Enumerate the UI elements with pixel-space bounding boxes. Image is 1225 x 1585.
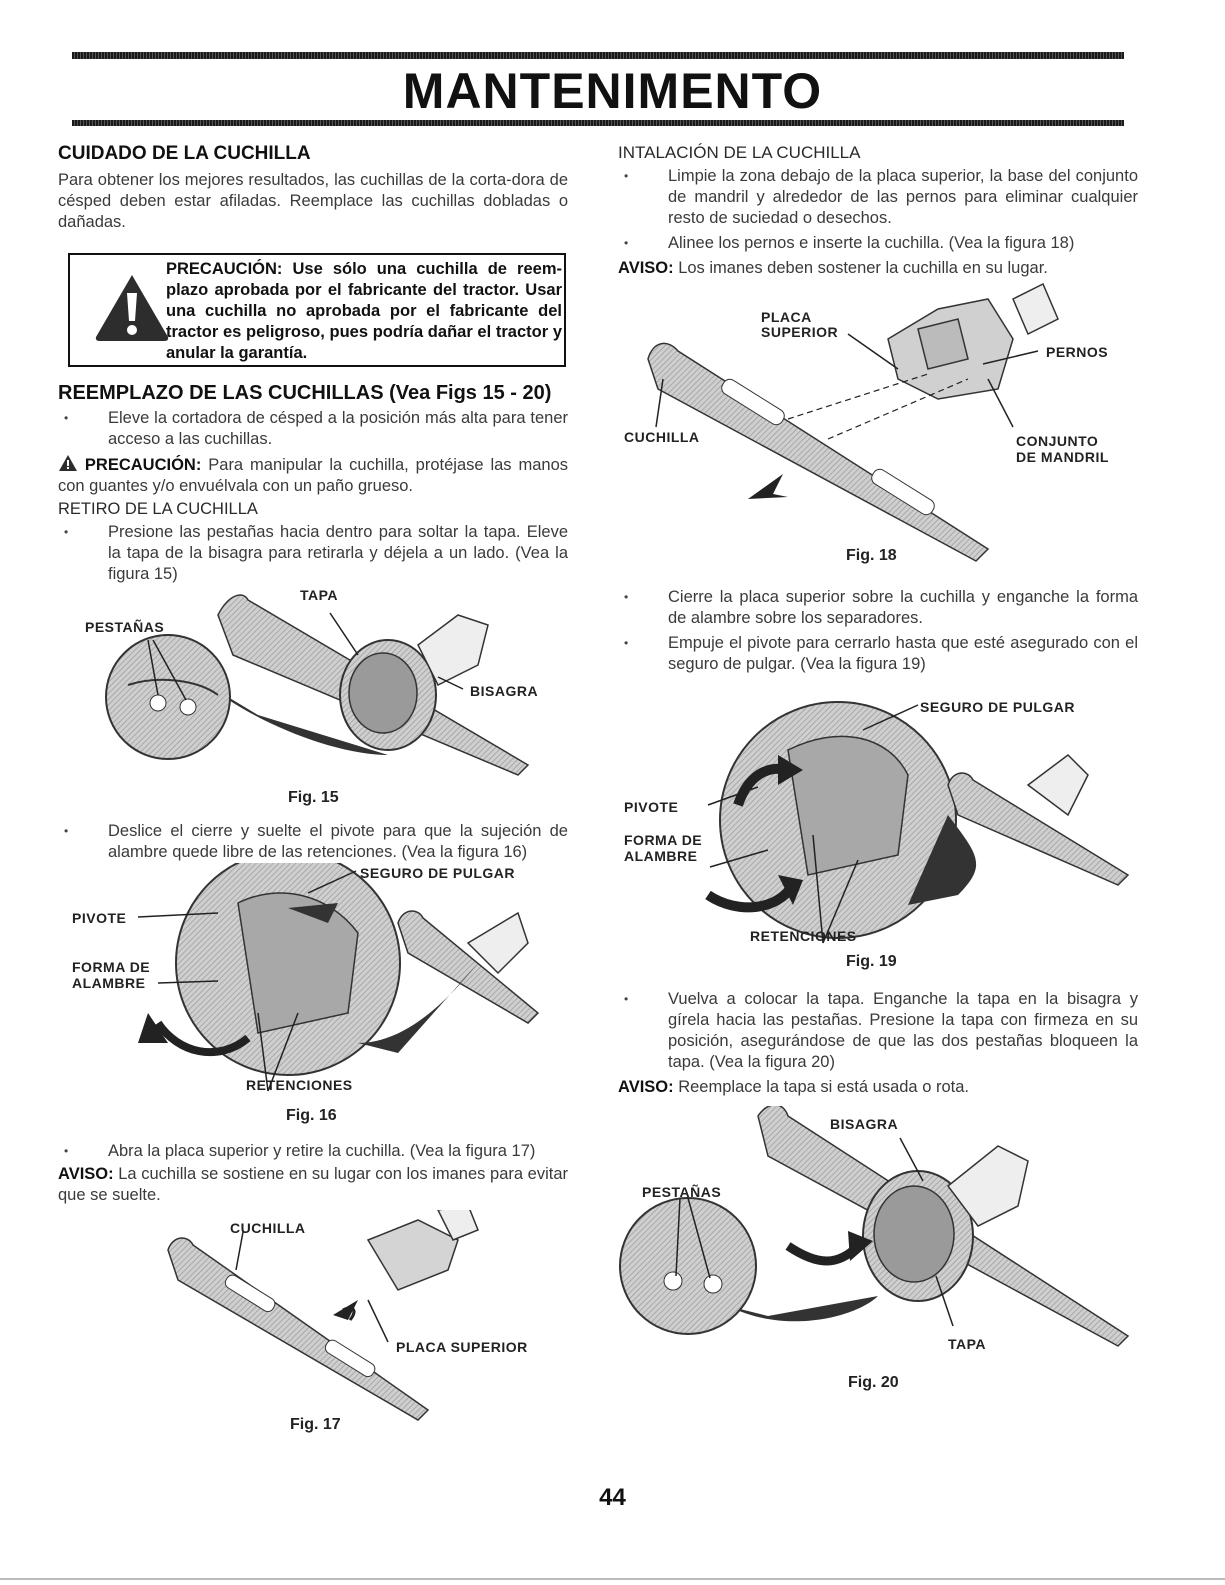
fig20-label-bisagra: BISAGRA — [830, 1116, 899, 1132]
header-rule-top — [72, 52, 1124, 59]
fig20-label-tapa: TAPA — [948, 1336, 987, 1352]
fig19-bullet-2: • Empuje el pivote para cerrarlo hasta que esté asegurado con el seguro de pulgar. (Vea la figura 19) — [618, 633, 1138, 675]
figure-18 — [618, 279, 1138, 587]
fig20-caption: Fig. 20 — [848, 1374, 899, 1391]
fig16-bullet: • Deslice el cierre y suelte el pivote para que la sujeción de alambre quede libre de las retenciones. (Vea la figura 16) — [58, 821, 568, 863]
precaucion-label: PRECAUCIÓN: — [84, 456, 202, 474]
left-column — [58, 142, 568, 1462]
fig15-label-bisagra: BISAGRA — [470, 683, 539, 699]
header-rule-bottom — [72, 120, 1124, 126]
fig18-label-conjunto-1: CONJUNTO — [1016, 433, 1099, 449]
fig16-label-forma-1: FORMA DE — [72, 959, 151, 975]
fig19-label-seguro: SEGURO DE PULGAR — [920, 699, 1076, 715]
figure-17 — [58, 1210, 568, 1462]
aviso-1 — [58, 1164, 568, 1206]
fig18-label-cuchilla: CUCHILLA — [624, 429, 700, 445]
precaucion-text: Para manipular la cuchilla, protéjase las manos con guantes y/o envuélvala con un paño grueso. — [58, 456, 568, 495]
aviso-3 — [618, 1077, 1138, 1098]
figure-16 — [58, 863, 568, 1131]
aviso-2 — [618, 258, 1138, 279]
fig17-label-placa: PLACA SUPERIOR — [396, 1339, 528, 1355]
fig16-label-forma-2: ALAMBRE — [72, 975, 146, 991]
fig19-label-forma-2: ALAMBRE — [624, 848, 698, 864]
fig19-label-forma-1: FORMA DE — [624, 832, 703, 848]
figure-15 — [58, 585, 568, 813]
warning-triangle-icon — [92, 271, 172, 343]
fig18-label-conjunto-2: DE MANDRIL — [1016, 449, 1109, 465]
caution-triangle-icon — [58, 454, 78, 472]
fig16-label-pivote: PIVOTE — [72, 910, 127, 926]
warning-box — [68, 253, 566, 367]
fig20-bullet: • Vuelva a colocar la tapa. Enganche la tapa en la bisagra y gírela hacia las pestañas. Presione la tapa con firmeza en su posición, asegurándose de que las dos pestañas bloqueen la tapa. (Vea la figura 20) — [618, 989, 1138, 1073]
aviso-2-text: Los imanes deben sostener la cuchilla en su lugar. — [673, 259, 1048, 277]
fig19-caption: Fig. 19 — [846, 953, 897, 970]
reemplazo-bullet: • Eleve la cortadora de césped a la posición más alta para tener acceso a las cuchillas. — [58, 408, 568, 450]
precaucion-note — [58, 454, 568, 497]
fig17-caption: Fig. 17 — [290, 1416, 341, 1433]
retiro-heading: RETIRO DE LA CUCHILLA — [58, 500, 258, 518]
instalacion-bullet-2: • Alinee los pernos e inserte la cuchilla. (Vea la figura 18) — [618, 233, 1138, 254]
fig18-label-placa-1: PLACA — [761, 309, 812, 325]
figure-19-illustration — [618, 675, 1138, 971]
fig15-label-pestanas: PESTAÑAS — [85, 619, 165, 635]
fig16-label-seguro: SEGURO DE PULGAR — [360, 865, 516, 881]
cuidado-heading: CUIDADO DE LA CUCHILLA — [58, 143, 311, 164]
aviso-3-text: Reemplace la tapa si está usada o rota. — [673, 1078, 969, 1096]
instalacion-heading: INTALACIÓN DE LA CUCHILLA — [618, 143, 861, 162]
fig18-label-pernos: PERNOS — [1046, 344, 1109, 360]
right-column — [618, 142, 1138, 1396]
fig15-label-tapa: TAPA — [300, 587, 339, 603]
cuidado-body: Para obtener los mejores resultados, las cuchillas de la corta-dora de césped deben estar afiladas. Reemplace las cuchillas dobladas o dañadas. — [58, 171, 568, 231]
fig15-caption: Fig. 15 — [288, 789, 339, 806]
fig17-label-cuchilla: CUCHILLA — [230, 1220, 306, 1236]
figure-20 — [618, 1106, 1138, 1396]
page-title: MANTENIMENTO — [402, 63, 823, 119]
reemplazo-heading: REEMPLAZO DE LAS CUCHILLAS (Vea Figs 15 - 20) — [58, 382, 552, 404]
aviso-1-text: La cuchilla se sostiene en su lugar con los imanes para evitar que se suelte. — [58, 1165, 568, 1204]
aviso-2-label: AVISO: — [618, 259, 674, 277]
bottom-edge-line — [0, 1578, 1225, 1580]
page-number: 44 — [599, 1484, 626, 1511]
figure-20-illustration — [618, 1106, 1138, 1396]
fig18-caption: Fig. 18 — [846, 547, 897, 564]
aviso-3-label: AVISO: — [618, 1078, 674, 1096]
fig19-label-pivote: PIVOTE — [624, 799, 679, 815]
retiro-bullet: • Presione las pestañas hacia dentro para soltar la tapa. Eleve la tapa de la bisagra para retirarla y déjela a un lado. (Vea la figura 15) — [58, 522, 568, 585]
fig19-label-retenciones: RETENCIONES — [750, 928, 857, 944]
warning-text: PRECAUCIÓN: Use sólo una cuchilla de reem-plazo aprobada por el fabricante del tractor. Usar una cuchilla no aprobada por el fabricante del tractor es peligroso, pues podría dañar el tractor y anular la garantía. — [166, 260, 562, 362]
fig16-caption: Fig. 16 — [286, 1107, 337, 1124]
instalacion-bullet-1: • Limpie la zona debajo de la placa superior, la base del conjunto de mandril y alrededor de las pernos para eliminar cualquier resto de suciedad o desechos. — [618, 166, 1138, 229]
fig20-label-pestanas: PESTAÑAS — [642, 1184, 722, 1200]
aviso-1-label: AVISO: — [58, 1165, 114, 1183]
fig17-bullet: • Abra la placa superior y retire la cuchilla. (Vea la figura 17) — [58, 1141, 568, 1162]
figure-19 — [618, 675, 1138, 971]
fig18-label-placa-2: SUPERIOR — [761, 324, 839, 340]
fig16-label-retenciones: RETENCIONES — [246, 1077, 353, 1093]
fig19-bullet-1: • Cierre la placa superior sobre la cuchilla y enganche la forma de alambre sobre los separadores. — [618, 587, 1138, 629]
